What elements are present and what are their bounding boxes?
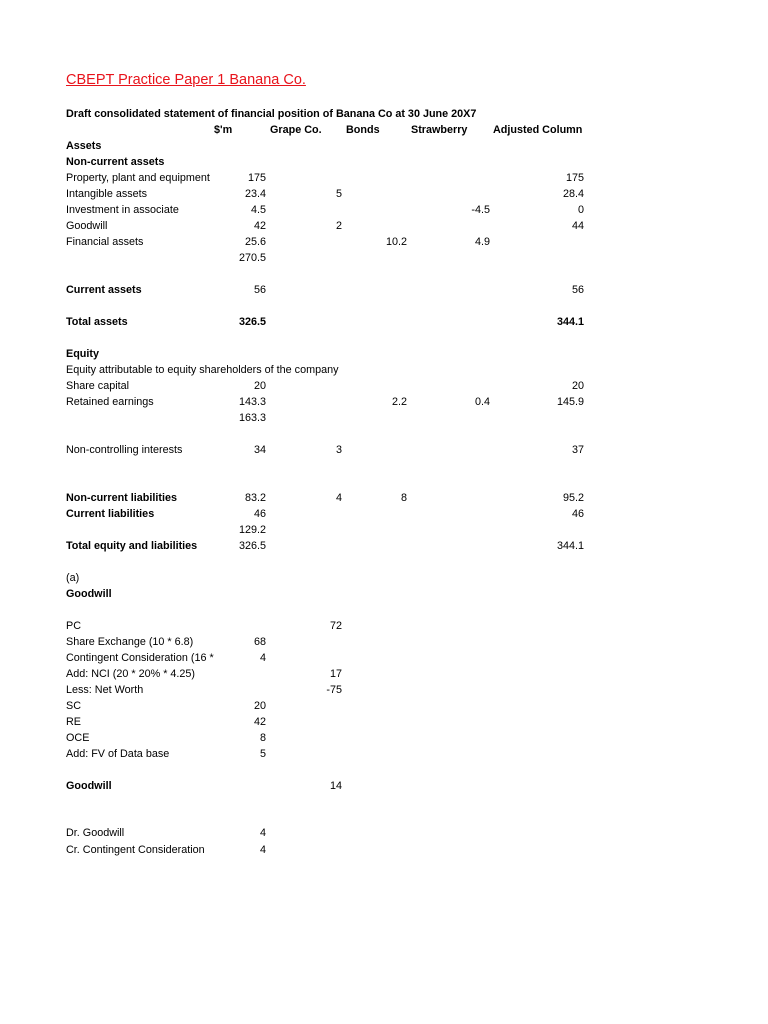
cell-sm: 326.5 xyxy=(238,540,266,552)
cell-sm: 56 xyxy=(253,284,266,296)
cell-adjusted: 56 xyxy=(571,284,584,296)
cell-sm: 143.3 xyxy=(238,396,266,408)
table-row xyxy=(0,714,768,730)
cell-adjusted: 145.9 xyxy=(556,396,584,408)
section-heading: Non-current assets xyxy=(66,156,165,168)
row-label: Total equity and liabilities xyxy=(66,540,198,552)
cell-sm: 83.2 xyxy=(244,492,266,504)
cell-sm: 326.5 xyxy=(238,316,266,328)
cell-amount: 42 xyxy=(253,716,266,728)
cell-sm: 34 xyxy=(253,444,266,456)
cell-total: 72 xyxy=(329,620,342,632)
table-row xyxy=(0,362,768,378)
total-row xyxy=(0,314,768,330)
cell-adjusted: 0 xyxy=(577,204,584,216)
cell-grape: 4 xyxy=(335,492,342,504)
cell-adjusted: 175 xyxy=(565,172,584,184)
cell-adjusted: 46 xyxy=(571,508,584,520)
cell-sm: 25.6 xyxy=(244,236,266,248)
cell-total: 17 xyxy=(329,668,342,680)
cell-adjusted: 95.2 xyxy=(562,492,584,504)
table-row xyxy=(0,378,768,394)
row-label: Share Exchange (10 * 6.8) xyxy=(66,636,194,648)
row-label: Non-controlling interests xyxy=(66,444,183,456)
cell-amount: 4 xyxy=(259,827,266,839)
cell-strawberry: -4.5 xyxy=(471,204,490,216)
table-row xyxy=(0,490,768,506)
cell-total: 14 xyxy=(329,780,342,792)
table-row xyxy=(0,186,768,202)
col-header-adjusted: Adjusted Column xyxy=(493,124,583,136)
cell-amount: 4 xyxy=(259,844,266,856)
cell-grape: 5 xyxy=(335,188,342,200)
table-row xyxy=(0,394,768,410)
table-row xyxy=(0,202,768,218)
section-heading-row xyxy=(0,346,768,362)
section-heading: Goodwill xyxy=(66,588,112,600)
cell-sm: 270.5 xyxy=(238,252,266,264)
table-row xyxy=(0,282,768,298)
row-label: OCE xyxy=(66,732,90,744)
row-label: Investment in associate xyxy=(66,204,179,216)
section-heading: Equity xyxy=(66,348,99,360)
col-header-sm: $'m xyxy=(214,124,233,136)
cell-strawberry: 0.4 xyxy=(474,396,490,408)
cell-sm: 4.5 xyxy=(250,204,266,216)
part-marker: (a) xyxy=(66,572,80,584)
table-row xyxy=(0,618,768,634)
subtotal-row xyxy=(0,250,768,266)
column-header-row xyxy=(0,122,768,138)
cell-sm: 129.2 xyxy=(238,524,266,536)
table-row xyxy=(0,442,768,458)
cell-adjusted: 44 xyxy=(571,220,584,232)
cell-adjusted: 344.1 xyxy=(556,540,584,552)
table-row xyxy=(0,698,768,714)
cell-bonds: 2.2 xyxy=(391,396,407,408)
row-label: Add: FV of Data base xyxy=(66,748,170,760)
section-heading: Assets xyxy=(66,140,102,152)
row-label: Goodwill xyxy=(66,220,108,232)
row-label: PC xyxy=(66,620,81,632)
row-label: Cr. Contingent Consideration xyxy=(66,844,205,856)
subtotal-row xyxy=(0,522,768,538)
cell-sm: 23.4 xyxy=(244,188,266,200)
row-label: SC xyxy=(66,700,81,712)
cell-bonds: 10.2 xyxy=(385,236,407,248)
table-row xyxy=(0,218,768,234)
cell-adjusted: 28.4 xyxy=(562,188,584,200)
cell-amount: 8 xyxy=(259,732,266,744)
total-row xyxy=(0,778,768,794)
col-header-grape: Grape Co. xyxy=(270,124,322,136)
statement-heading: Draft consolidated statement of financial position of Banana Co at 30 June 20X7 xyxy=(66,108,477,120)
row-label: RE xyxy=(66,716,81,728)
row-label: Less: Net Worth xyxy=(66,684,144,696)
cell-total: -75 xyxy=(326,684,342,696)
row-label: Total assets xyxy=(66,316,128,328)
journal-row xyxy=(0,825,768,841)
cell-adjusted: 20 xyxy=(571,380,584,392)
part-marker-row xyxy=(0,570,768,586)
row-label: Contingent Consideration (16 * xyxy=(66,652,214,664)
table-row xyxy=(0,170,768,186)
statement-heading-row xyxy=(0,106,768,122)
cell-strawberry: 4.9 xyxy=(474,236,490,248)
cell-amount: 5 xyxy=(259,748,266,760)
cell-amount: 20 xyxy=(253,700,266,712)
cell-amount: 68 xyxy=(253,636,266,648)
table-row xyxy=(0,682,768,698)
col-header-bonds: Bonds xyxy=(346,124,380,136)
row-label: Property, plant and equipment xyxy=(66,172,210,184)
cell-adjusted: 37 xyxy=(571,444,584,456)
row-label: Non-current liabilities xyxy=(66,492,177,504)
cell-sm: 42 xyxy=(253,220,266,232)
table-row xyxy=(0,506,768,522)
cell-sm: 163.3 xyxy=(238,412,266,424)
cell-grape: 2 xyxy=(335,220,342,232)
subtotal-row xyxy=(0,410,768,426)
table-row xyxy=(0,650,768,666)
cell-sm: 175 xyxy=(247,172,266,184)
row-label: Financial assets xyxy=(66,236,144,248)
table-row xyxy=(0,666,768,682)
row-label: Share capital xyxy=(66,380,130,392)
table-row xyxy=(0,730,768,746)
section-heading-row xyxy=(0,138,768,154)
journal-row xyxy=(0,842,768,858)
cell-grape: 3 xyxy=(335,444,342,456)
cell-adjusted: 344.1 xyxy=(556,316,584,328)
cell-bonds: 8 xyxy=(400,492,407,504)
row-label: Current liabilities xyxy=(66,508,155,520)
col-header-strawberry: Strawberry xyxy=(411,124,468,136)
row-label: Goodwill xyxy=(66,780,112,792)
section-heading-row xyxy=(0,154,768,170)
table-row xyxy=(0,234,768,250)
table-row xyxy=(0,746,768,762)
row-label: Intangible assets xyxy=(66,188,148,200)
section-heading-row xyxy=(0,586,768,602)
total-row xyxy=(0,538,768,554)
row-label: Retained earnings xyxy=(66,396,154,408)
cell-sm: 20 xyxy=(253,380,266,392)
row-label: Dr. Goodwill xyxy=(66,827,125,839)
cell-sm: 46 xyxy=(253,508,266,520)
document-title: CBEPT Practice Paper 1 Banana Co. xyxy=(66,72,306,88)
row-label: Equity attributable to equity shareholders of the company xyxy=(66,364,339,376)
row-label: Add: NCI (20 * 20% * 4.25) xyxy=(66,668,196,680)
table-row xyxy=(0,634,768,650)
row-label: Current assets xyxy=(66,284,142,296)
cell-amount: 4 xyxy=(259,652,266,664)
